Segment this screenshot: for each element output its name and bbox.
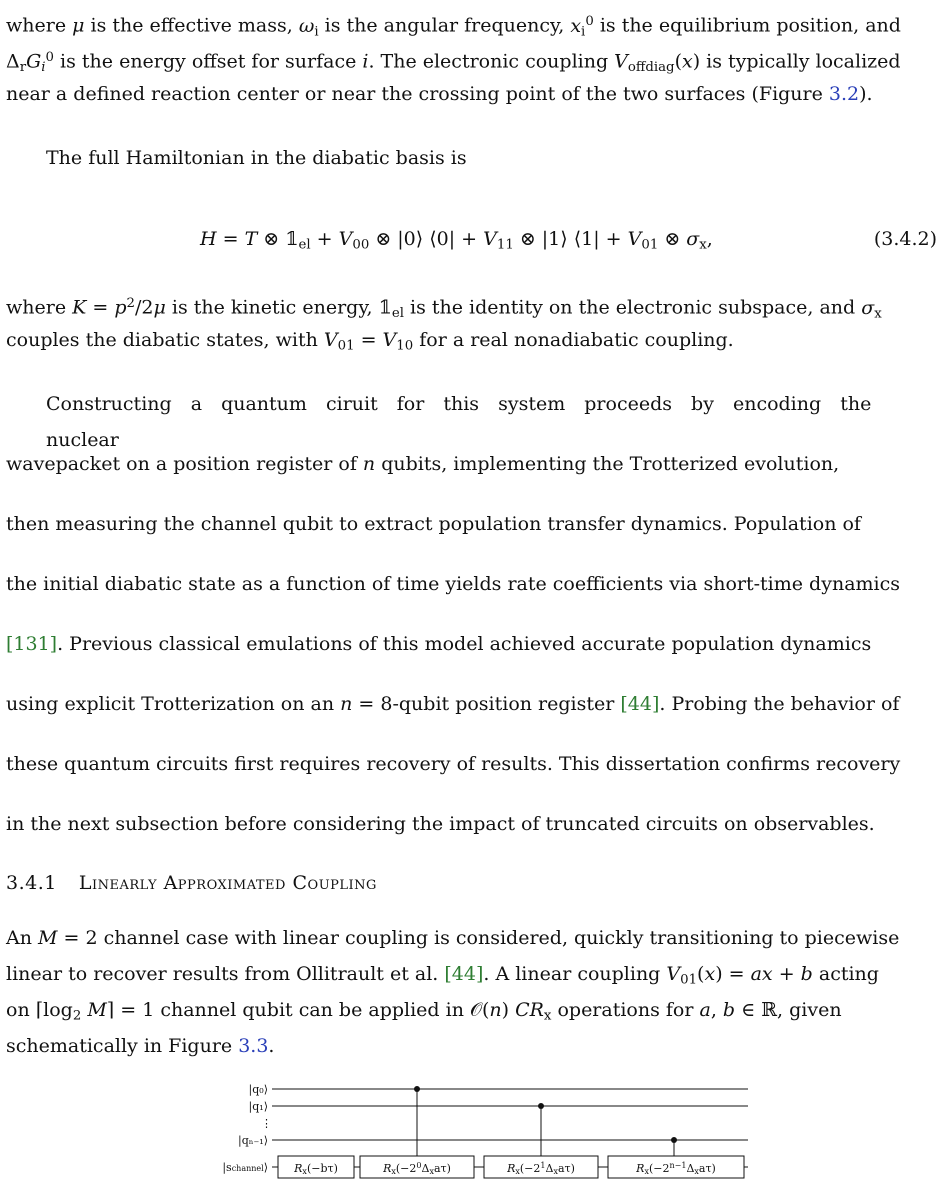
citation-link[interactable]: [44] [444,963,484,985]
paragraph-line: in the next subsection before considering the impact of truncated circuits on observables. [6,813,875,835]
paragraph-line: An M = 2 channel case with linear coupling is considered, quickly transitioning to piecewise [6,927,900,949]
equation-number: (3.4.2) [873,228,937,250]
paragraph-line: wavepacket on a position register of n qubits, implementing the Trotterized evolution, [6,453,840,475]
wire-label-vdots: ⋮ [261,1117,272,1130]
paragraph-line: on $⌈\log_2$ M⌉ = 1 channel qubit can be applied in 𝒪(n) $CR_x$ operations for a, b ∈ ℝ, given [6,999,842,1024]
paragraph-line: [131]. Previous classical emulations of this model achieved accurate population dynamics [6,633,872,655]
quantum-circuit-diagram [190,1080,760,1180]
wire-label-channel: |schannel⟩ [222,1161,268,1174]
gate-label: $Rx(-2^{n-1}\Delta xa\tau)$ [636,1161,716,1176]
wire-label-q1: |q₁⟩ [248,1100,268,1113]
figure-ref-link[interactable]: 3.3 [238,1035,269,1057]
paragraph-line: where μ is the effective mass, $\omega_i$ is the angular frequency, $x_i^0$ is the equilibrium position, and [6,14,901,39]
wire-label-qn-1: |qₙ₋₁⟩ [237,1134,268,1147]
figure-ref-link[interactable]: 3.2 [828,83,860,105]
control-dot [538,1103,544,1109]
section-number: 3.4.1 [6,872,57,894]
equation-body: H = T ⊗ $𝟙_{el} + V_{00}$ ⊗ |0⟩ ⟨0| + $V_{11}$ ⊗ |1⟩ ⟨1| + $V_{01}$ ⊗ $\sigma_x$, [200,228,713,253]
paragraph-line: near a defined reaction center or near the crossing point of the two surfaces (Figure 3.2). [6,83,873,105]
section-heading [6,865,377,901]
citation-link[interactable]: [44] [620,693,660,715]
section-title: Linearly Approximated Coupling [78,872,377,894]
paragraph-line: Constructing a quantum ciruit for this system proceeds by encoding the nuclear [46,393,872,451]
paragraph-line: couples the diabatic states, with $V_{01} = V_{10}$ for a real nonadiabatic coupling. [6,329,734,354]
gate-label: $Rx(-2^0\Delta xa\tau)$ [383,1161,451,1176]
paragraph-line: linear to recover results from Ollitrault et al. [44]. A linear coupling $V_{01}(x)$ = ax + b acting [6,963,879,988]
control-dot [414,1086,420,1092]
citation-link[interactable]: [131] [6,633,58,655]
paragraph-line: these quantum circuits first requires recovery of results. This dissertation confirms recovery [6,753,901,775]
control-dot [671,1137,677,1143]
paragraph-line: where $K = p^2/2\mu$ is the kinetic energy, $𝟙_{el}$ is the identity on the electronic subspace, and $\sigma_x$ [6,296,882,321]
paragraph-line: then measuring the channel qubit to extract population transfer dynamics. Population of [6,513,861,535]
paragraph-line: the initial diabatic state as a function of time yields rate coefficients via short-time dynamics [6,573,901,595]
gate-label: Rx(−bτ) [294,1162,338,1176]
paragraph-line: The full Hamiltonian in the diabatic basis is [46,147,467,169]
paragraph-line: $\Delta_rG_i^0$ is the energy offset for surface i. The electronic coupling $V_{offdiag}(x)$ is typically localized [6,50,901,75]
paragraph-line: using explicit Trotterization on an n = 8-qubit position register [44]. Probing the behavior of [6,693,900,715]
paragraph-line: schematically in Figure 3.3. [6,1035,275,1057]
wire-label-q0: |q₀⟩ [248,1083,268,1096]
equation-3-4-2 [0,219,949,259]
gate-label: $Rx(-2^1\Delta xa\tau)$ [507,1161,575,1176]
